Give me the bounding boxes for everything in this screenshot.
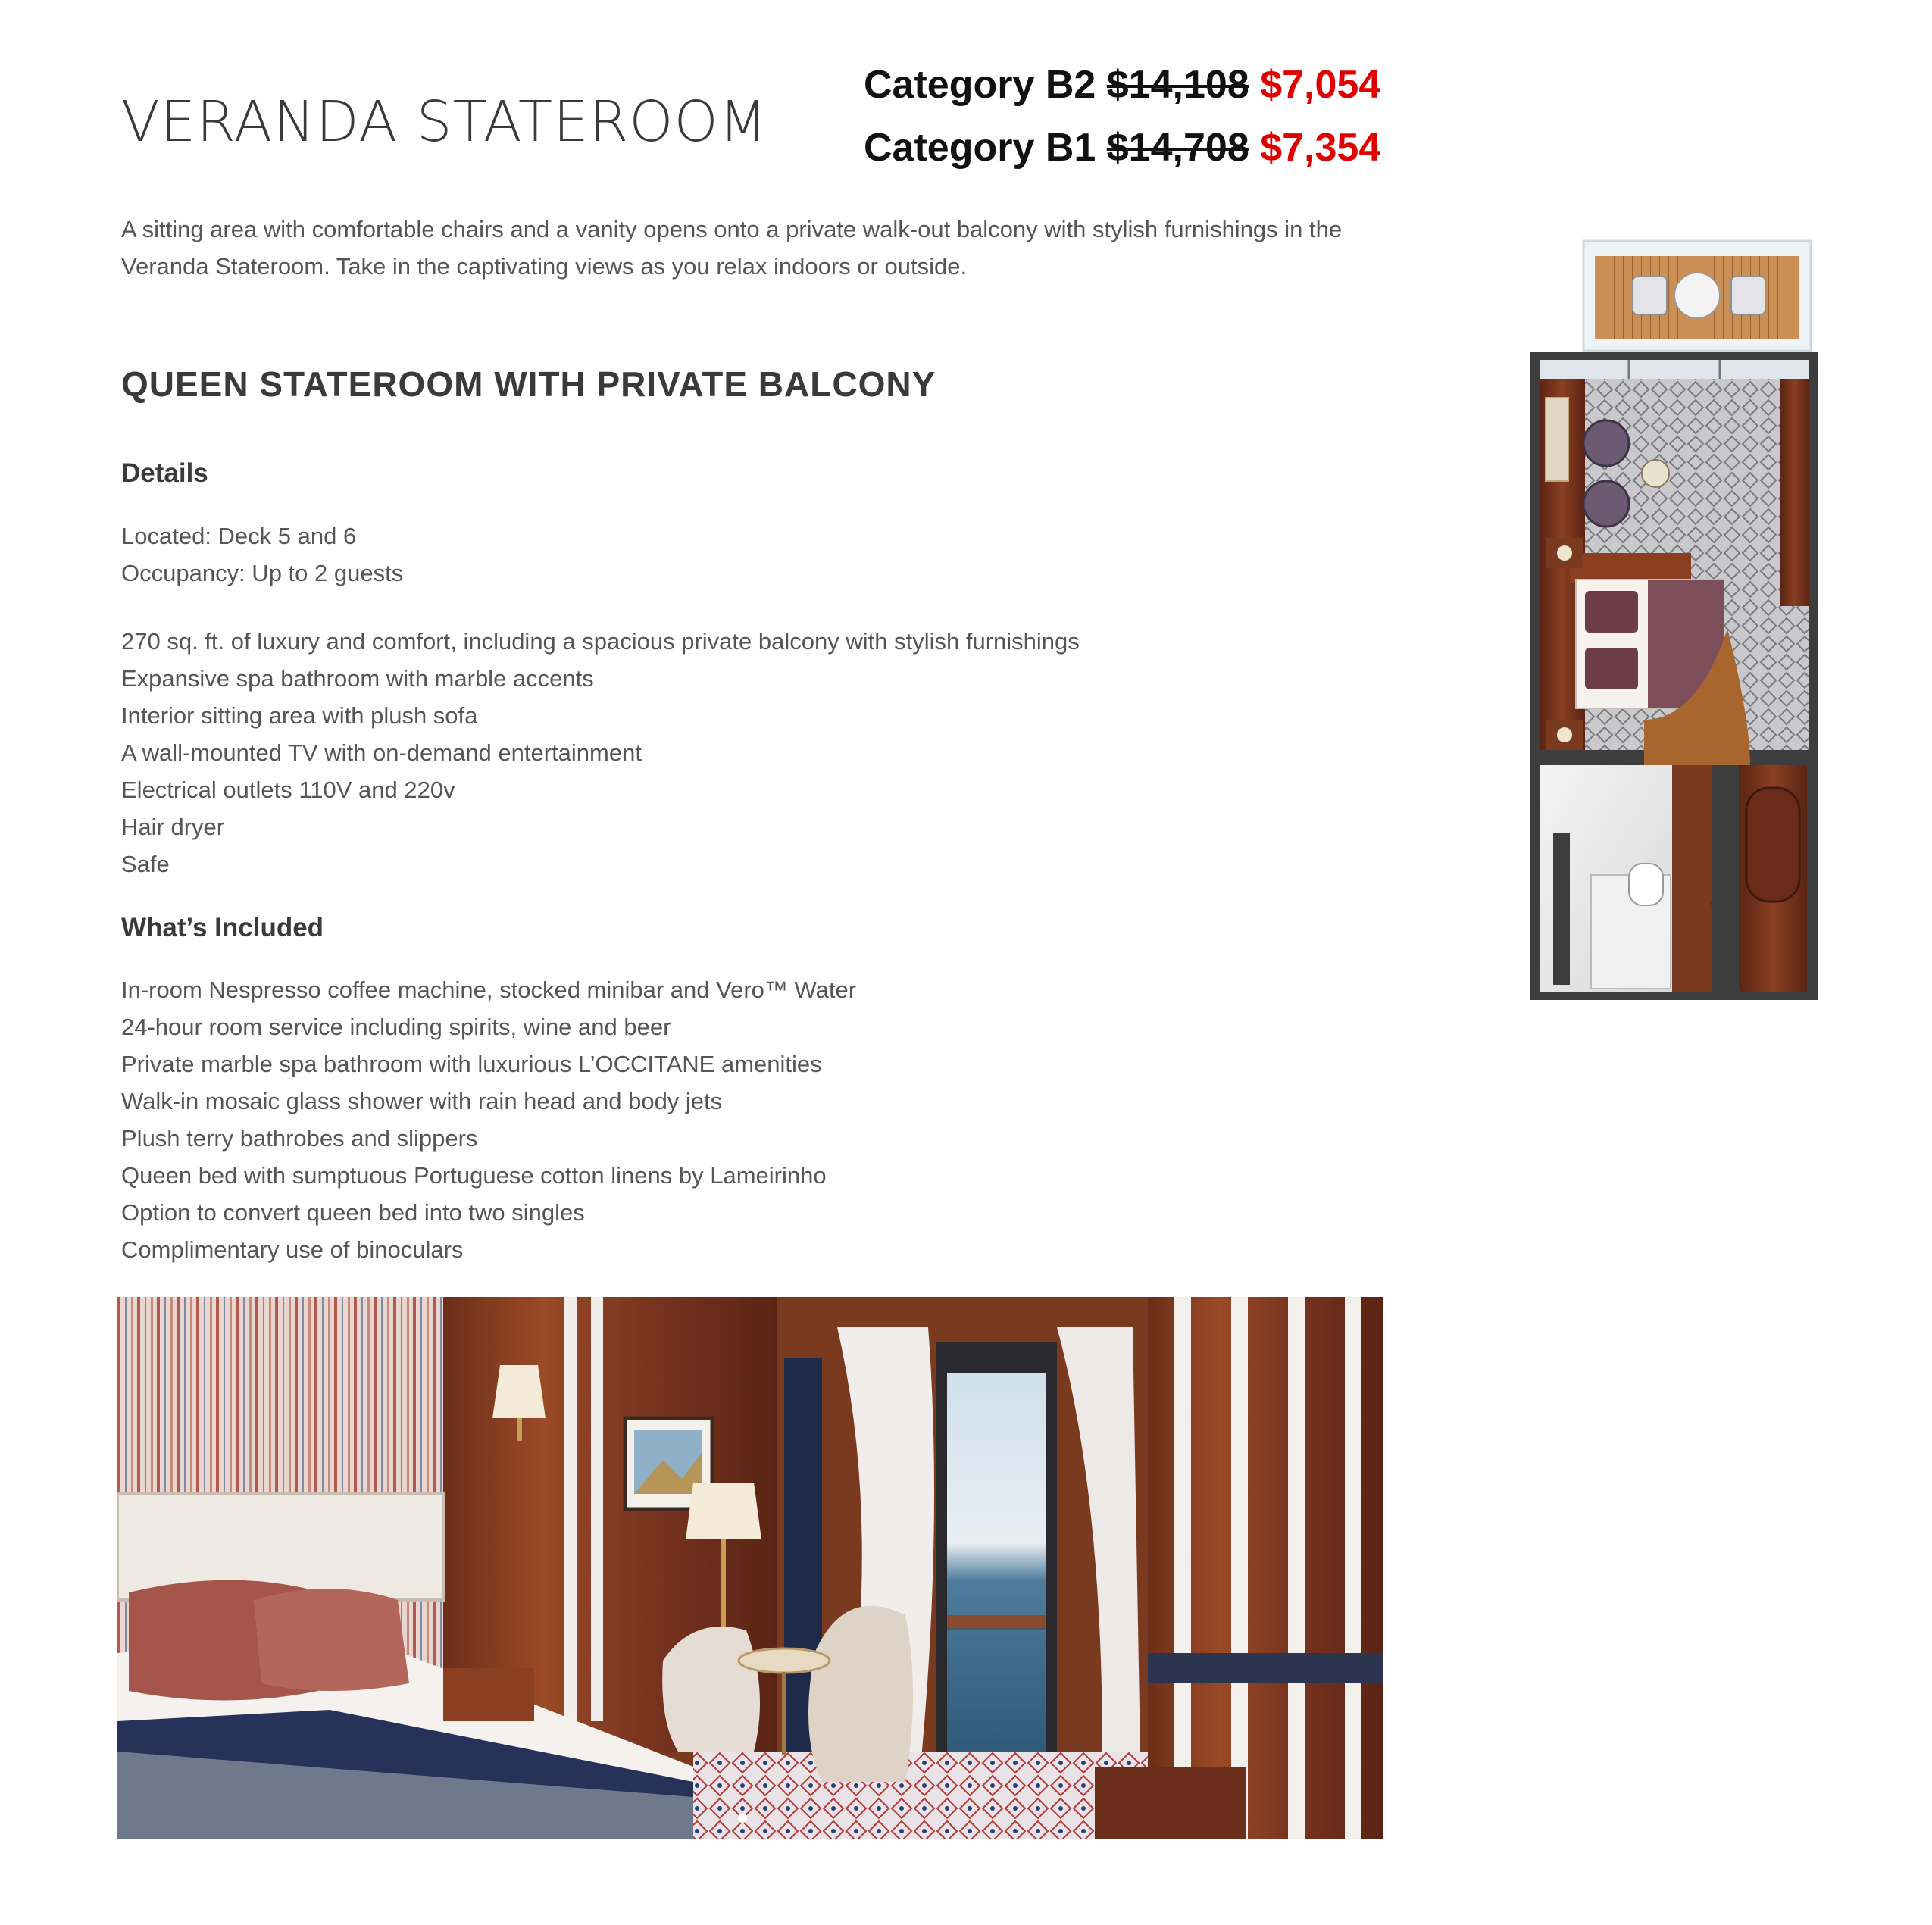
list-item: 270 sq. ft. of luxury and comfort, including a spacious private balcony with stylish furnishings: [121, 628, 1080, 655]
list-item: Walk-in mosaic glass shower with rain head and body jets: [121, 1088, 723, 1114]
list-item: Electrical outlets 110V and 220v: [121, 777, 455, 803]
sale-price: $7,354: [1260, 126, 1381, 170]
room-photo-illustration: [117, 1297, 1383, 1839]
list-item: Interior sitting area with plush sofa: [121, 702, 478, 729]
list-item: Hair dryer: [121, 814, 225, 840]
list-item: Located: Deck 5 and 6: [121, 523, 357, 549]
list-item: A wall-mounted TV with on-demand entertainment: [121, 739, 642, 766]
page-title: VERANDA STATEROOM: [121, 89, 768, 155]
room-photo: [117, 1297, 1383, 1839]
details-heading: Details: [121, 458, 208, 488]
list-item: Plush terry bathrobes and slippers: [121, 1125, 478, 1152]
category-label: Category B1: [864, 126, 1096, 170]
list-item: 24-hour room service including spirits, wine and beer: [121, 1014, 671, 1040]
list-item: Safe: [121, 851, 170, 877]
list-item: Queen bed with sumptuous Portuguese cotton linens by Lameirinho: [121, 1162, 827, 1189]
category-label: Category B2: [864, 63, 1096, 107]
intro-paragraph: A sitting area with comfortable chairs and a vanity opens onto a private walk-out balcony with stylish furnishings in the Veranda Stateroom. Take in the captivating views as you relax indoors or outside.: [121, 216, 1343, 280]
stateroom-floor-plan: [1523, 235, 1826, 1004]
list-item: Private marble spa bathroom with luxurious L’OCCITANE amenities: [121, 1051, 822, 1077]
sale-price: $7,054: [1260, 63, 1381, 107]
stateroom-subtitle: QUEEN STATEROOM WITH PRIVATE BALCONY: [121, 364, 936, 404]
included-list: [121, 971, 856, 1268]
list-item: Option to convert queen bed into two singles: [121, 1199, 585, 1226]
price-category-b1: [864, 125, 1380, 170]
included-heading: What’s Included: [121, 913, 324, 942]
list-item: Complimentary use of binoculars: [121, 1236, 464, 1263]
list-item: Occupancy: Up to 2 guests: [121, 560, 404, 586]
original-price: $14,108: [1106, 63, 1249, 107]
original-price: $14,708: [1106, 126, 1249, 170]
price-category-b2: [864, 62, 1380, 108]
carousel-indicator-dot[interactable]: [738, 1814, 747, 1823]
location-list: [121, 517, 403, 592]
list-item: Expansive spa bathroom with marble accents: [121, 665, 594, 692]
features-list: [121, 623, 1080, 883]
list-item: In-room Nespresso coffee machine, stocked minibar and Vero™ Water: [121, 977, 857, 1003]
